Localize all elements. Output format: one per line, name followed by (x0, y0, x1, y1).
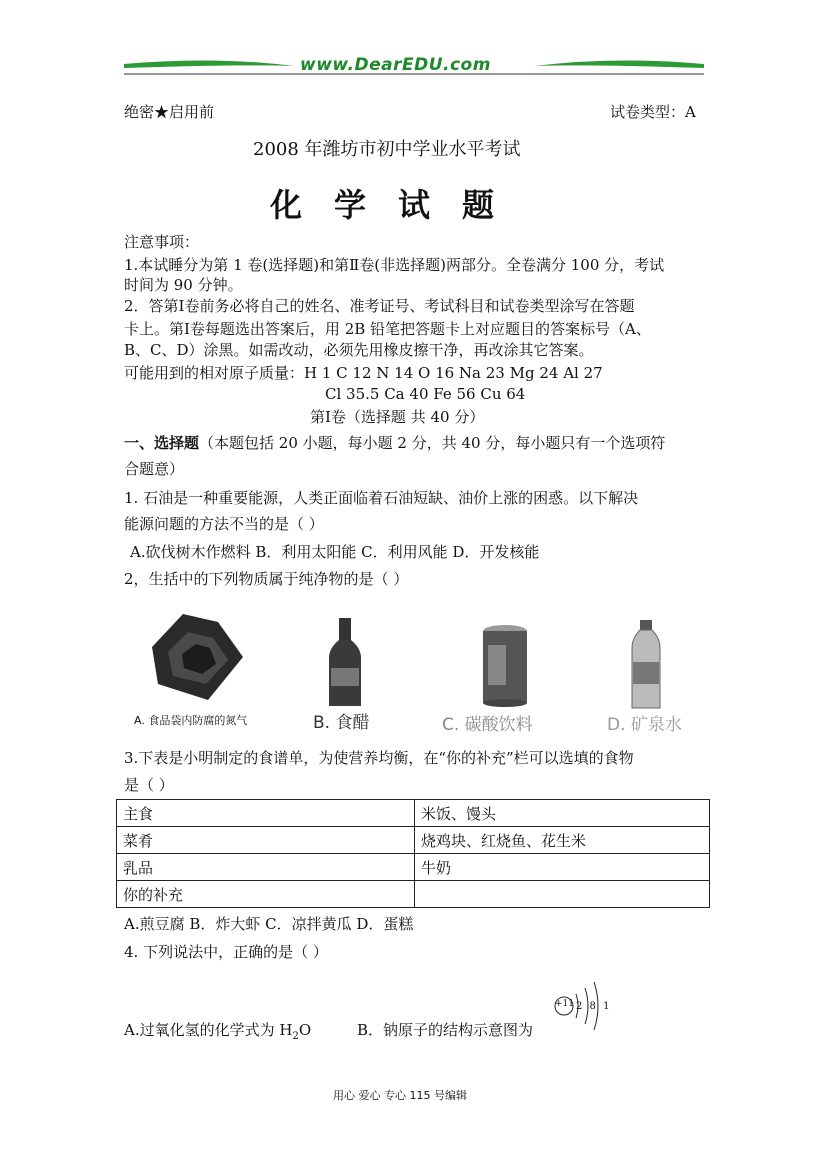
question-1: 1. 石油是一种重要能源，人类正面临着石油短缺、油价上涨的困惑。以下解决 (124, 489, 639, 507)
table-row (117, 800, 710, 827)
notice-line: 2．答第Ⅰ卷前务必将自己的姓名、准考证号、考试科目和试卷类型涂写在答题 (124, 297, 635, 315)
question-3-options: A.煎豆腐 B．炸大虾 C．凉拌黄瓜 D．蛋糕 (124, 915, 414, 933)
electron-shells: 2 8 1 (576, 1001, 612, 1012)
table-row (117, 881, 710, 908)
soda-can-image (480, 625, 530, 711)
mineral-water-bottle-image (628, 620, 664, 714)
section-heading: 一、选择题 (124, 434, 200, 452)
section-instructions: 合题意） (124, 460, 185, 478)
notice-line: B、C、D）涂黑。如需改动，必须先用橡皮擦干净，再改涂其它答案。 (124, 341, 594, 359)
confidential-mark: 绝密★启用前 (124, 103, 215, 121)
option-a-text: A.过氧化氢的化学式为 H (124, 1021, 293, 1039)
subject-title: 化学试题 (270, 186, 527, 224)
vinegar-bottle-image (325, 618, 365, 712)
notice-heading: 注意事项： (124, 233, 200, 251)
footer: 用心 爱心 专心 115 号编辑 (333, 1089, 467, 1102)
exam-title: 2008 年潍坊市初中学业水平考试 (253, 139, 521, 160)
table-cell: 主食 (117, 800, 415, 827)
nitrogen-bag-image (148, 612, 248, 706)
section-instructions: （本题包括 20 小题，每小题 2 分，共 40 分，每小题只有一个选项符 (199, 434, 666, 452)
notice-line: 卡上。第Ⅰ卷每题选出答案后，用 2B 铅笔把答题卡上对应题目的答案标号（A、 (124, 320, 651, 338)
table-row (117, 854, 710, 881)
nucleus-charge: +11 (555, 999, 574, 1009)
question-1: 能源问题的方法不当的是（ ） (124, 515, 324, 533)
paper-type: 试卷类型：A (610, 103, 696, 121)
question-4-option-a (124, 1021, 311, 1046)
question-1-options: A.砍伐树木作燃料 B．利用太阳能 C．利用风能 D．开发核能 (130, 543, 540, 561)
site-url: www.DearEDU.com (300, 55, 491, 75)
image-caption: A. 食品袋内防腐的氮气 (134, 714, 248, 727)
atomic-masses: 可能用到的相对原子质量：H 1 C 12 N 14 O 16 Na 23 Mg 24 Al 27 (124, 364, 603, 382)
table-cell: 你的补充 (117, 881, 415, 908)
section-title: 第Ⅰ卷（选择题 共 40 分） (310, 408, 485, 426)
atomic-masses: Cl 35.5 Ca 40 Fe 56 Cu 64 (325, 385, 526, 403)
subscript: 2 (292, 1031, 299, 1042)
table-cell: 烧鸡块、红烧鱼、花生米 (415, 827, 710, 854)
notice-line: 1.本试睡分为第 1 卷(选择题)和第Ⅱ卷(非选择题)两部分。全卷满分 100 分，考试 (124, 256, 665, 274)
question-3: 3.下表是小明制定的食谱单，为使营养均衡，在“你的补充”栏可以选填的食物 (124, 749, 634, 767)
table-cell: 菜肴 (117, 827, 415, 854)
table-cell: 牛奶 (415, 854, 710, 881)
question-2: 2，生括中的下列物质属于纯净物的是（ ） (124, 570, 409, 588)
question-4: 4. 下列说法中，正确的是（ ） (124, 943, 328, 961)
menu-table (116, 799, 710, 908)
table-cell: 米饭、馒头 (415, 800, 710, 827)
question-4-option-b: B．钠原子的结构示意图为 (357, 1021, 534, 1039)
notice-line: 时间为 90 分钟。 (124, 276, 243, 294)
option-a-text: O (298, 1021, 312, 1039)
question-3: 是（ ） (124, 776, 174, 794)
image-caption: B. 食醋 (313, 713, 370, 733)
table-row (117, 827, 710, 854)
image-caption: C. 碳酸饮料 (442, 715, 533, 735)
table-cell: 乳品 (117, 854, 415, 881)
image-caption: D. 矿泉水 (607, 715, 682, 735)
table-cell (415, 881, 710, 908)
